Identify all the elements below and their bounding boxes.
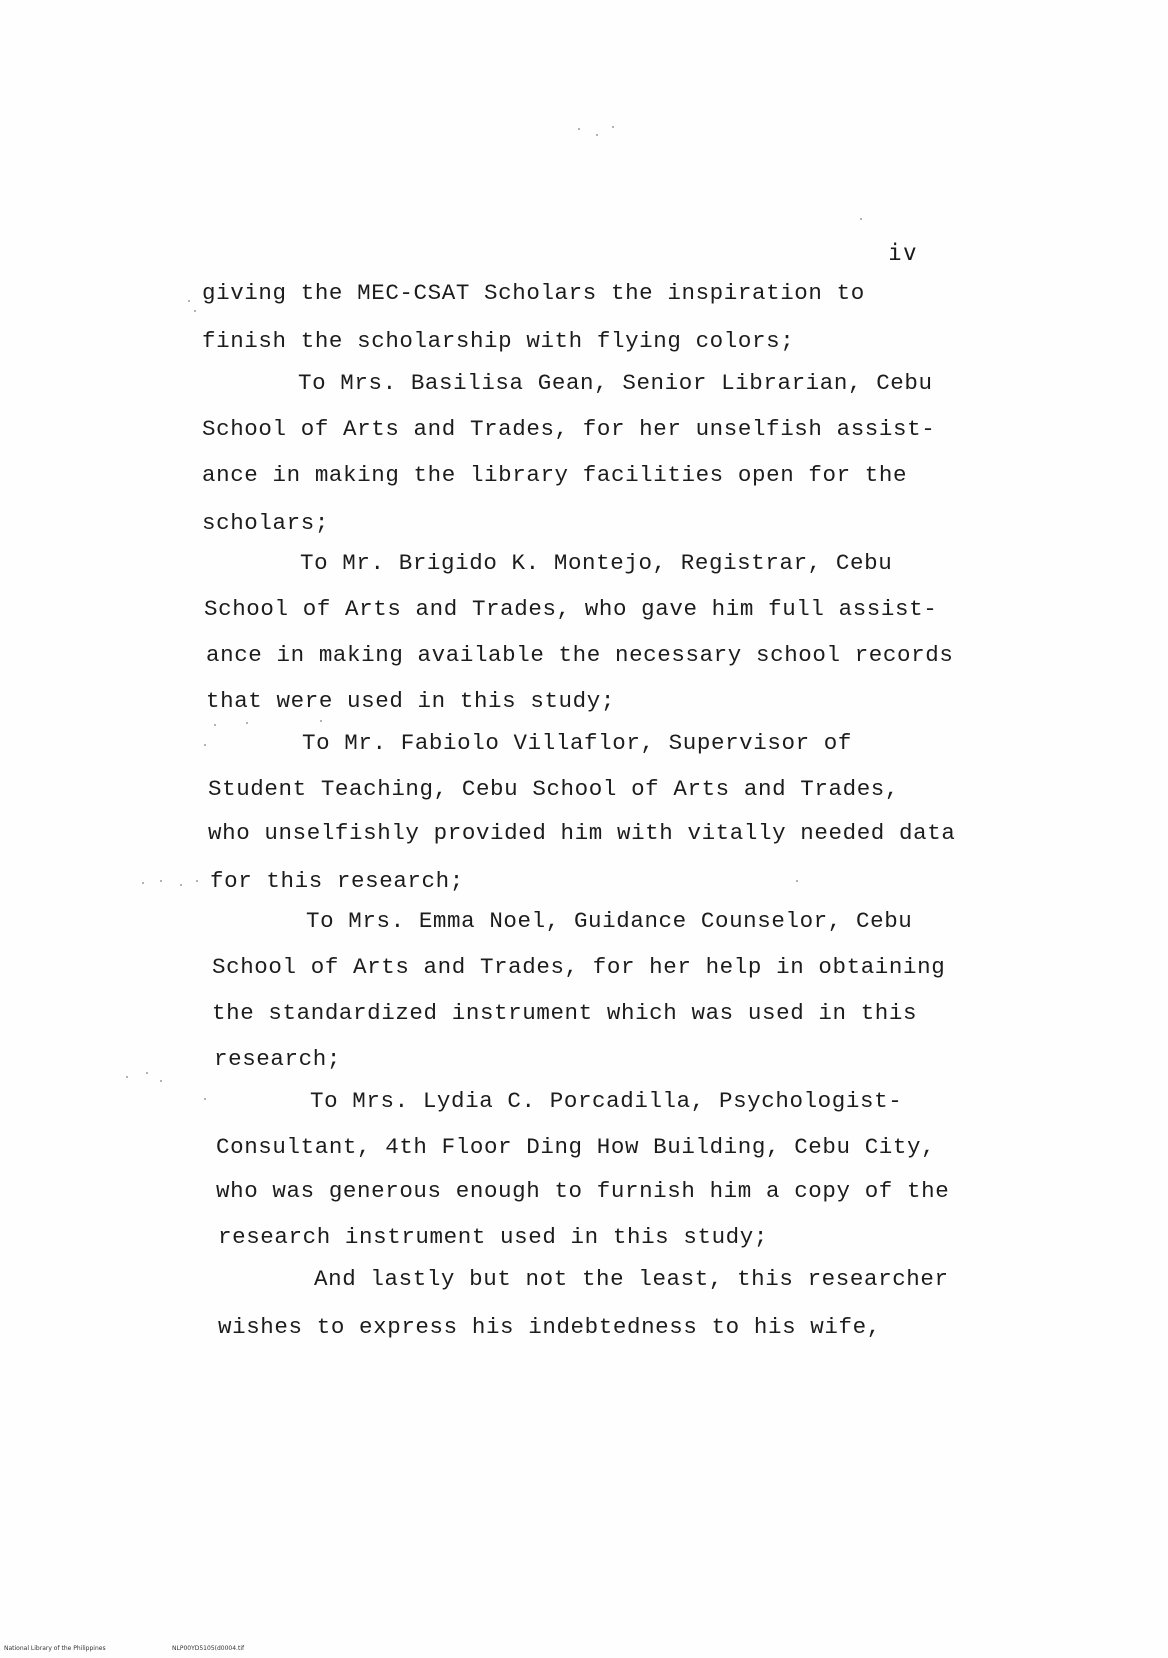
text-line: scholars; [202,510,329,536]
text-line: School of Arts and Trades, for her help in obtaining [212,954,946,980]
scan-speck [796,880,798,882]
text-line: wishes to express his indebtedness to his wife, [218,1314,881,1340]
text-line: To Mrs. Lydia C. Porcadilla, Psychologist- [310,1088,903,1114]
scan-speck [188,300,190,302]
scan-speck [214,724,216,726]
text-line: School of Arts and Trades, for her unselfish assist- [202,416,936,442]
text-line: finish the scholarship with flying colors; [202,328,795,354]
scan-speck [160,880,162,882]
text-line: research instrument used in this study; [218,1224,768,1250]
scan-speck [196,880,198,882]
text-line: To Mr. Brigido K. Montejo, Registrar, Cebu [300,550,893,576]
text-line: that were used in this study; [206,688,615,714]
text-line: School of Arts and Trades, who gave him full assist- [204,596,938,622]
scan-speck [860,218,862,220]
page-number: iv [888,240,918,266]
text-line: To Mr. Fabiolo Villaflor, Supervisor of [302,730,852,756]
text-line: who was generous enough to furnish him a copy of the [216,1178,950,1204]
scan-speck [160,1080,162,1082]
footer-file-id: NLP00YD5105(d0004.tif [172,1645,245,1652]
scan-speck [180,884,182,886]
text-line: research; [214,1046,341,1072]
scan-speck [320,720,322,722]
text-line: To Mrs. Emma Noel, Guidance Counselor, Cebu [306,908,913,934]
scan-speck [578,128,580,130]
scan-speck [246,722,248,724]
text-line: ance in making the library facilities open for the [202,462,908,488]
scan-speck [142,882,144,884]
scan-speck [194,310,196,312]
text-line: Consultant, 4th Floor Ding How Building, Cebu City, [216,1134,936,1160]
scan-speck [126,1076,128,1078]
scan-speck [612,126,614,128]
text-line: ance in making available the necessary school records [206,642,954,668]
scan-speck [204,744,206,746]
scan-speck [146,1072,148,1074]
scan-speck [204,1098,206,1100]
text-line: To Mrs. Basilisa Gean, Senior Librarian, Cebu [298,370,933,396]
text-line: for this research; [210,868,464,894]
text-line: And lastly but not the least, this researcher [314,1266,949,1292]
text-line: Student Teaching, Cebu School of Arts and Trades, [208,776,900,802]
text-line: giving the MEC-CSAT Scholars the inspiration to [202,280,865,306]
text-line: who unselfishly provided him with vitally needed data [208,820,956,846]
footer-library-credit: National Library of the Philippines [4,1645,106,1652]
text-line: the standardized instrument which was used in this [212,1000,918,1026]
scan-speck [596,134,598,136]
